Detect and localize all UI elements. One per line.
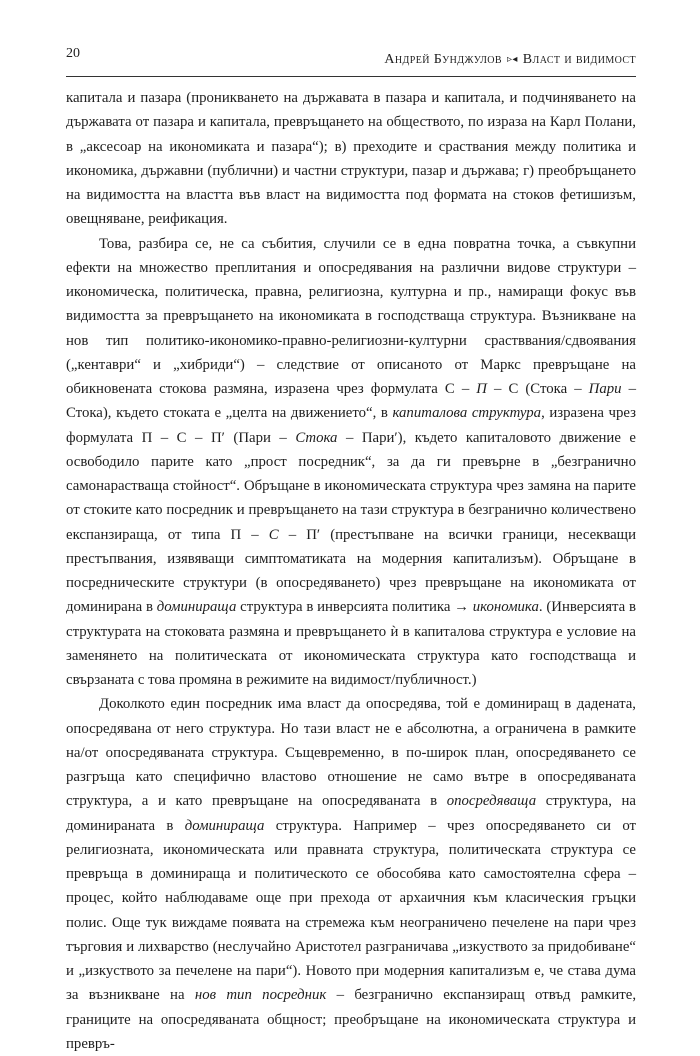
paragraph	[66, 692, 636, 1056]
separator-icon: ▹◂	[506, 54, 518, 65]
text-run: – Стока), където стоката е „целта на движението“, в	[66, 381, 636, 422]
italic-text: нов тип посредник	[194, 987, 327, 1004]
text-run: , изразена чрез формулата П – С – П′ (Пари –	[66, 405, 636, 446]
italic-text: Пари	[588, 381, 622, 397]
text-run: Доколкото един посредник има власт да опосредява, той е доминиращ в дадената, опосредявана от него структура. Но тази власт не е абсолютна, а ограничена в рамките на/от опосредяваната структура. Същевременно, в по-широк план, опосредяването се разгръща като специфично властово отношение не само вътре в опосредяваната структура, а и като превръщане на опосредяваната в	[66, 696, 636, 810]
running-head	[384, 52, 636, 68]
author-name: Андрей Бунджулов	[384, 52, 502, 67]
italic-text: С	[268, 526, 279, 543]
italic-text: Стока	[295, 429, 338, 446]
running-header	[66, 44, 636, 77]
book-title: Власт и видимост	[522, 52, 636, 67]
paragraph	[66, 232, 636, 693]
body-text	[66, 86, 636, 1056]
italic-text: капиталова структура	[392, 405, 542, 422]
text-run: – П′ (престъпване на всички граници, несекващи престъпвания, изявяващи симптоматиката на модерния капитализъм). Обръщане в посредническите структури (в опосредяването) чрез превръщане на икономиката от доминирана в	[66, 526, 636, 616]
text-run: капитала и пазара (проникването на държавата в пазара и капитала, и подчиняването на държавата от пазара и капитала, превръщането на обществото, по израза на Карл Полани, в „аксесоар на икономиката и пазара“); в) преходите и сраствания между политика и икономика, държавни (публични) и частни структури, пазар и държава; г) преобръщането на видимостта на властта във власт на видимостта под формата на стоков фетишизъм, овещняване, реификация.	[66, 90, 636, 228]
text-run: – безгранично експанзиращ отвъд рамките, границите на опосредяваната общност; преобръщане на икономическата структура и превръ-	[66, 987, 637, 1052]
text-run: структура, на доминираната в	[66, 793, 637, 834]
text-run: структура. Например – чрез опосредяването си от религиозната, икономическата или правната структура, политическата структура се превръща в доминираща и политическото се обособява като самостоятелна сфера – процес, който наблюдаваме още при прехода от архаичния към класическия гръцки полис. Още тук виждаме появата на стремежа към неограничено печелене на пари чрез търговия и лихварство (неслучайно Аристотел разграничава „изкуството за придобиване“ и „изкуството за печелене на пари“). Новото при модерния капитализъм е, че става дума за възникване на	[66, 817, 636, 1004]
text-run: структура в инверсията политика →	[236, 599, 473, 616]
page-number: 20	[66, 46, 80, 61]
italic-text: П	[476, 381, 487, 397]
italic-text: опосредяваща	[446, 793, 537, 810]
text-run: – С (Стока –	[486, 381, 589, 397]
italic-text: икономика	[472, 599, 539, 616]
italic-text: доминираща	[156, 599, 237, 616]
italic-text: доминираща	[184, 817, 265, 834]
text-run: – Пари′), където капиталовото движение е освободило парите като „прост посредник“, за да ги превърне в „безгранично самонарастваща стойност“. Обръщане в икономическата структура чрез замяна на парите от стоките като посредник и превръщането на тази структура в безгранично количествено експанзираща, от типа П –	[66, 429, 636, 543]
paragraph	[66, 86, 636, 232]
text-run: . (Инверсията в структурата на стоковата размяна и превръщането ѝ в капиталова структура е условие на заменянето на политическата от икономическата структура като господстваща и свързаната с това промяна в режимите на видимост/публичност.)	[66, 599, 636, 688]
text-run: Това, разбира се, не са събития, случили се в една повратна точка, а съвкупни ефекти на множество преплитания и опосредявания на различни видове структури – икономическа, политическа, правна, религиозна, културна и пр., намиращи фокус във видимостта за превръщането на икономиката в господстваща структура. Възникване на нов тип политико-икономико-правно-религиозни-културни срастввания/сдвоявания („кентаври“ и „хибриди“) – следствие от описаното от Маркс превръщане на обикновената стокова размяна, изразена чрез формулата С –	[66, 235, 636, 397]
